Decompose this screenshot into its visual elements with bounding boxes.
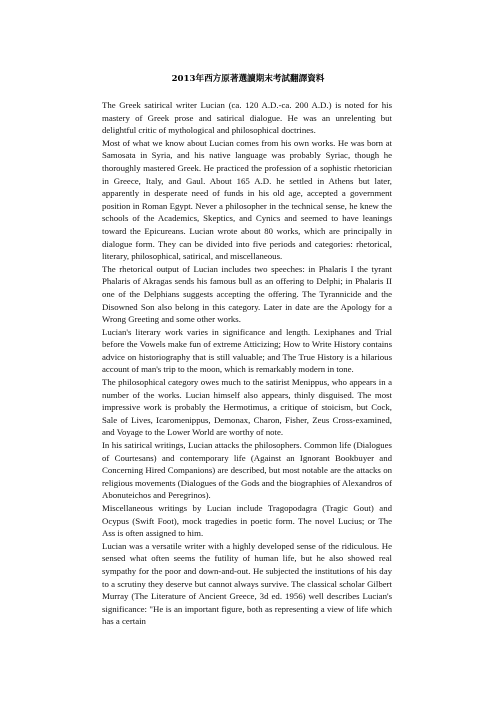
document-body — [102, 99, 392, 628]
paragraph-miscellaneous: Miscellaneous writings by Lucian include Tragopodagra (Tragic Gout) and Ocypus (Swift Foot), mock tragedies in poetic form. The novel Lucius; or The Ass is often assigned to him. — [102, 503, 392, 539]
paragraph-biography: Most of what we know about Lucian comes from his own works. He was born at Samosata in Syria, and his native language was probably Syriac, though he thoroughly mastered Greek. He practiced the profession of a sophistic rhetorician in Greece, Italy, and Gaul. About 165 A.D. he settled in Athens but later, apparently in desperate need of funds in his old age, accepted a government position in Roman Egypt. Never a philosopher in the technical sense, he knew the schools of the Academics, Skeptics, and Cynics and seemed to have leanings toward the Epicureans. Lucian wrote about 80 works, which are principally in dialogue form. They can be divided into five periods and categories: rhetorical, literary, philosophical, satirical, and miscellaneous. — [102, 137, 392, 262]
document-title: 2013年西方原著選讀期末考試翻譯資料 — [171, 74, 325, 84]
paragraph-satirical: In his satirical writings, Lucian attacks the philosophers. Common life (Dialogues of Courtesans) and contemporary life (Against an Ignorant Bookbuyer and Concerning Hired Companions) are described, but most notable are the attacks on religious movements (Dialogues of the Gods and the biographies of Alexandros of Abonuteichos and Peregrinos). — [102, 440, 392, 501]
paragraph-literary: Lucian's literary work varies in significance and length. Lexiphanes and Trial before the Vowels make fun of extreme Atticizing; How to Write History contains advice on historiography that is still valuable; and The True History is a hilarious account of man's trip to the moon, which is remarkably modern in tone. — [102, 326, 392, 375]
paragraph-intro: The Greek satirical writer Lucian (ca. 120 A.D.-ca. 200 A.D.) is noted for his mastery of Greek prose and satirical dialogue. He was an unrelenting but delightful critic of mythological and philosophical doctrines. — [102, 100, 392, 136]
paragraph-philosophical: The philosophical category owes much to the satirist Menippus, who appears in a number of the works. Lucian himself also appears, thinly disguised. The most impressive work is probably the Hermotimus, a critique of stoicism, but Cock, Sale of Lives, Icaromenippus, Demonax, Charon, Fisher, Zeus Cross-examined, and Voyage to the Lower World are worthy of note. — [102, 377, 392, 438]
paragraph-rhetorical: The rhetorical output of Lucian includes two speeches: in Phalaris I the tyrant Phalaris of Akragas sends his famous bull as an offering to Delphi; in Phalaris II one of the Delphians suggests accepting the offering. The Tyrannicide and the Disowned Son also belong in this category. Later in date are the Apology for a Wrong Greeting and some other works. — [102, 263, 392, 325]
paragraph-significance: Lucian was a versatile writer with a highly developed sense of the ridiculous. He sensed what often seems the futility of human life, but he also showed real sympathy for the poor and down-and-out. He subjected the institutions of his day to a scrutiny they deserve but cannot always survive. The classical scholar Gilbert Murray (The Literature of Ancient Greece, 3d ed. 1956) well describes Lucian's significance: "He is an important figure, both as representing a view of life which has a certain — [102, 540, 392, 627]
